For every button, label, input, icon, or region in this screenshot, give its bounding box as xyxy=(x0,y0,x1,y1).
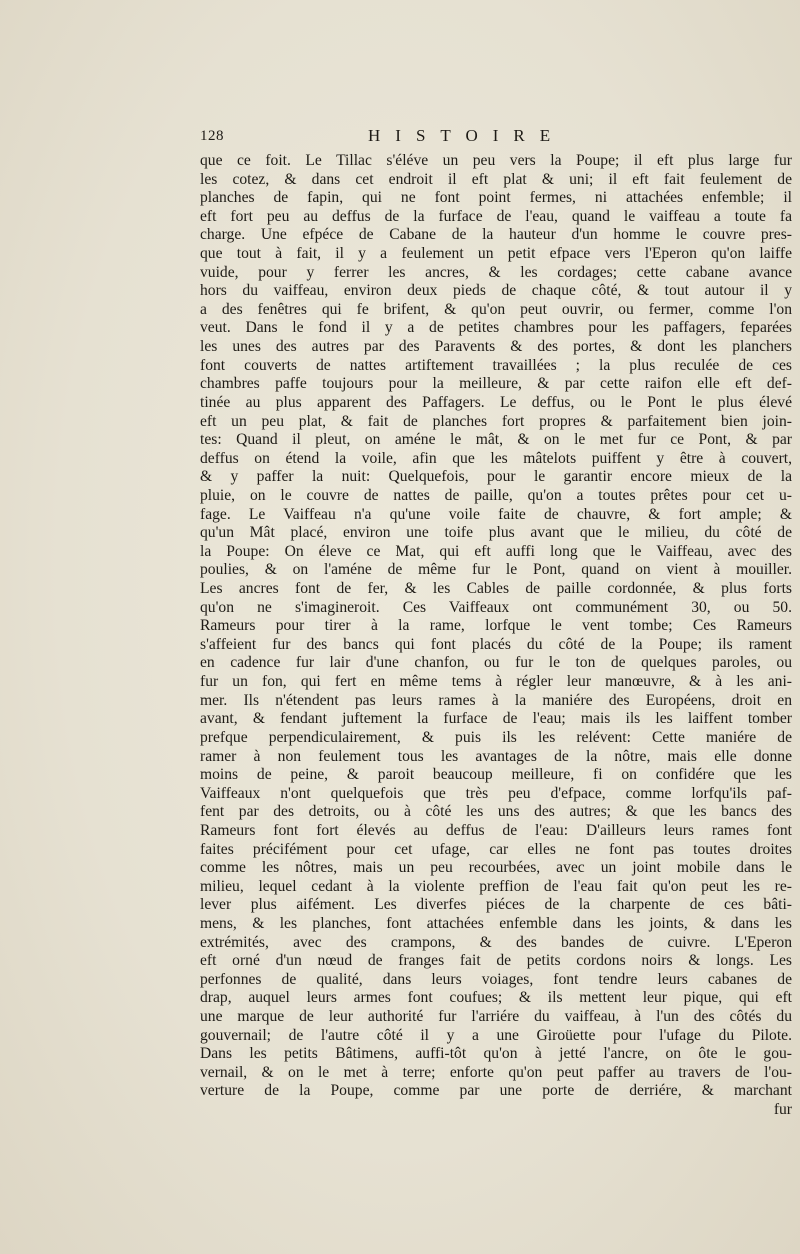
text-line: hors du vaiffeau, environ deux pieds de chaque côté, & tout autour il y xyxy=(200,282,792,300)
text-line: tinée au plus apparent des Paffagers. Le deffus, ou le Pont le plus élevé xyxy=(200,393,792,411)
text-line: deffus on étend la voile, afin que les mâtelots puiffent y être à couvert, xyxy=(200,449,792,467)
text-line: chambres paffe toujours pour la meilleure, & par cette raifon elle eft def- xyxy=(200,375,792,393)
text-line: lever plus aifément. Les diverfes piéces de la charpente de ces bâti- xyxy=(200,896,792,914)
text-line: poulies, & on l'améne de même fur le Pont, quand on vient à mouiller. xyxy=(200,561,792,579)
text-line: milieu, lequel cedant à la violente preffion de l'eau fait qu'on peut les re- xyxy=(200,877,792,895)
text-line: les cotez, & dans cet endroit il eft plat & uni; il eft fait feulement de xyxy=(200,170,792,188)
page-header xyxy=(200,128,590,148)
text-line: charge. Une efpéce de Cabane de la hauteur d'un homme le couvre pres- xyxy=(200,226,792,244)
text-line: Vaiffeaux n'ont quelquefois que très peu d'efpace, comme lorfqu'ils paf- xyxy=(200,784,792,802)
text-line: une marque de leur authorité fur l'arriére du vaiffeau, à l'un des côtés du xyxy=(200,1008,792,1026)
text-line: Dans les petits Bâtimens, auffi-tôt qu'on à jetté l'ancre, on ôte le gou- xyxy=(200,1045,792,1063)
text-line: eft fort peu au deffus de la furface de l'eau, quand le vaiffeau a toute fa xyxy=(200,207,792,225)
text-line: verture de la Poupe, comme par une porte de derriére, & marchant xyxy=(200,1082,792,1100)
text-line: perfonnes de qualité, dans leurs voiages, font tendre leurs cabanes de xyxy=(200,970,792,988)
body-text xyxy=(200,152,792,1120)
text-line: s'affeient fur des bancs qui font placés du côté de la Poupe; ils rament xyxy=(200,635,792,653)
text-line: font couverts de nattes artiftement travaillées ; la plus reculée de ces xyxy=(200,356,792,374)
text-line: veut. Dans le fond il y a de petites chambres pour les paffagers, feparées xyxy=(200,319,792,337)
text-line: que tout à fait, il y a feulement un petit efpace vers l'Eperon qu'on laiffe xyxy=(200,245,792,263)
text-line: en cadence fur lair d'une chanfon, ou fur le ton de quelques paroles, ou xyxy=(200,654,792,672)
text-line: Rameurs font fort élevés au deffus de l'eau: D'ailleurs leurs rames font xyxy=(200,821,792,839)
text-line: fent par des detroits, ou à côté les uns des autres; & que les bancs des xyxy=(200,803,792,821)
text-line: a des fenêtres qui fe brifent, & qu'on peut ouvrir, ou fermer, comme l'on xyxy=(200,300,792,318)
text-line: vernail, & on le met à terre; enforte qu'on peut paffer au travers de l'ou- xyxy=(200,1063,792,1081)
text-line: qu'on ne s'imagineroit. Ces Vaiffeaux ont communément 30, ou 50. xyxy=(200,598,792,616)
text-line: eft un peu plat, & fait de planches fort propres & parfaitement bien join- xyxy=(200,412,792,430)
text-line: pluie, on le couvre de nattes de paille, qu'on a toutes prêtes pour cet u- xyxy=(200,486,792,504)
text-line: ramer à non feulement tous les avantages de la nôtre, mais elle donne xyxy=(200,747,792,765)
text-line: Rameurs pour tirer à la rame, lorfque le vent tombe; Ces Rameurs xyxy=(200,617,792,635)
text-line: planches de fapin, qui ne font point fermes, ni attachées enfemble; il xyxy=(200,189,792,207)
text-line: Les ancres font de fer, & les Cables de paille cordonnée, & plus forts xyxy=(200,580,792,598)
text-line: faites précifément pour cet ufage, car elles ne font pas toutes droites xyxy=(200,840,792,858)
text-line: moins de peine, & paroit beaucoup meilleure, fi on confidére que les xyxy=(200,766,792,784)
text-line: les unes des autres par des Paravents & des portes, & dont les planchers xyxy=(200,338,792,356)
text-line: la Poupe: On éleve ce Mat, qui eft auffi long que le Vaiffeau, avec des xyxy=(200,542,792,560)
text-line: vuide, pour y ferrer les ancres, & les cordages; cette cabane avance xyxy=(200,263,792,281)
text-line: prefque perpendiculairement, & puis ils les relévent: Cette maniére de xyxy=(200,728,792,746)
page-number: 128 xyxy=(200,128,224,144)
text-line: mer. Ils n'étendent pas leurs rames à la maniére des Européens, droit en xyxy=(200,691,792,709)
text-line: comme les nôtres, mais un peu recourbées, avec un joint mobile dans le xyxy=(200,859,792,877)
text-line: eft orné d'un nœud de franges fait de petits cordons noirs & longs. Les xyxy=(200,952,792,970)
text-line: qu'un Mât placé, environ une toife plus avant que le milieu, du côté de xyxy=(200,524,792,542)
running-head: HISTOIRE xyxy=(368,126,566,145)
text-line: que ce foit. Le Tillac s'éléve un peu vers la Poupe; il eft plus large fur xyxy=(200,152,792,169)
text-line: avant, & fendant juftement la furface de l'eau; mais ils les laiffent tomber xyxy=(200,710,792,728)
text-line: tes: Quand il pleut, on améne le mât, & on le met fur ce Pont, & par xyxy=(200,431,792,449)
text-line: gouvernail; de l'autre côté il y a une Giroüette pour l'ufage du Pilote. xyxy=(200,1026,792,1044)
text-line: extrémités, avec des crampons, & des bandes de cuivre. L'Eperon xyxy=(200,933,792,951)
text-line: fage. Le Vaiffeau n'a qu'une voile faite de chauvre, & fort ample; & xyxy=(200,505,792,523)
text-line: drap, auquel leurs armes font coufues; & ils mettent leur pique, qui eft xyxy=(200,989,792,1007)
text-line: fur un fon, qui fert en même tems à régler leur manœuvre, & à les ani- xyxy=(200,673,792,691)
catchword: fur xyxy=(773,1101,792,1119)
text-line: & y paffer la nuit: Quelquefois, pour le garantir encore mieux de la xyxy=(200,468,792,486)
text-line: mens, & les planches, font attachées enfemble dans les joints, & dans les xyxy=(200,914,792,932)
